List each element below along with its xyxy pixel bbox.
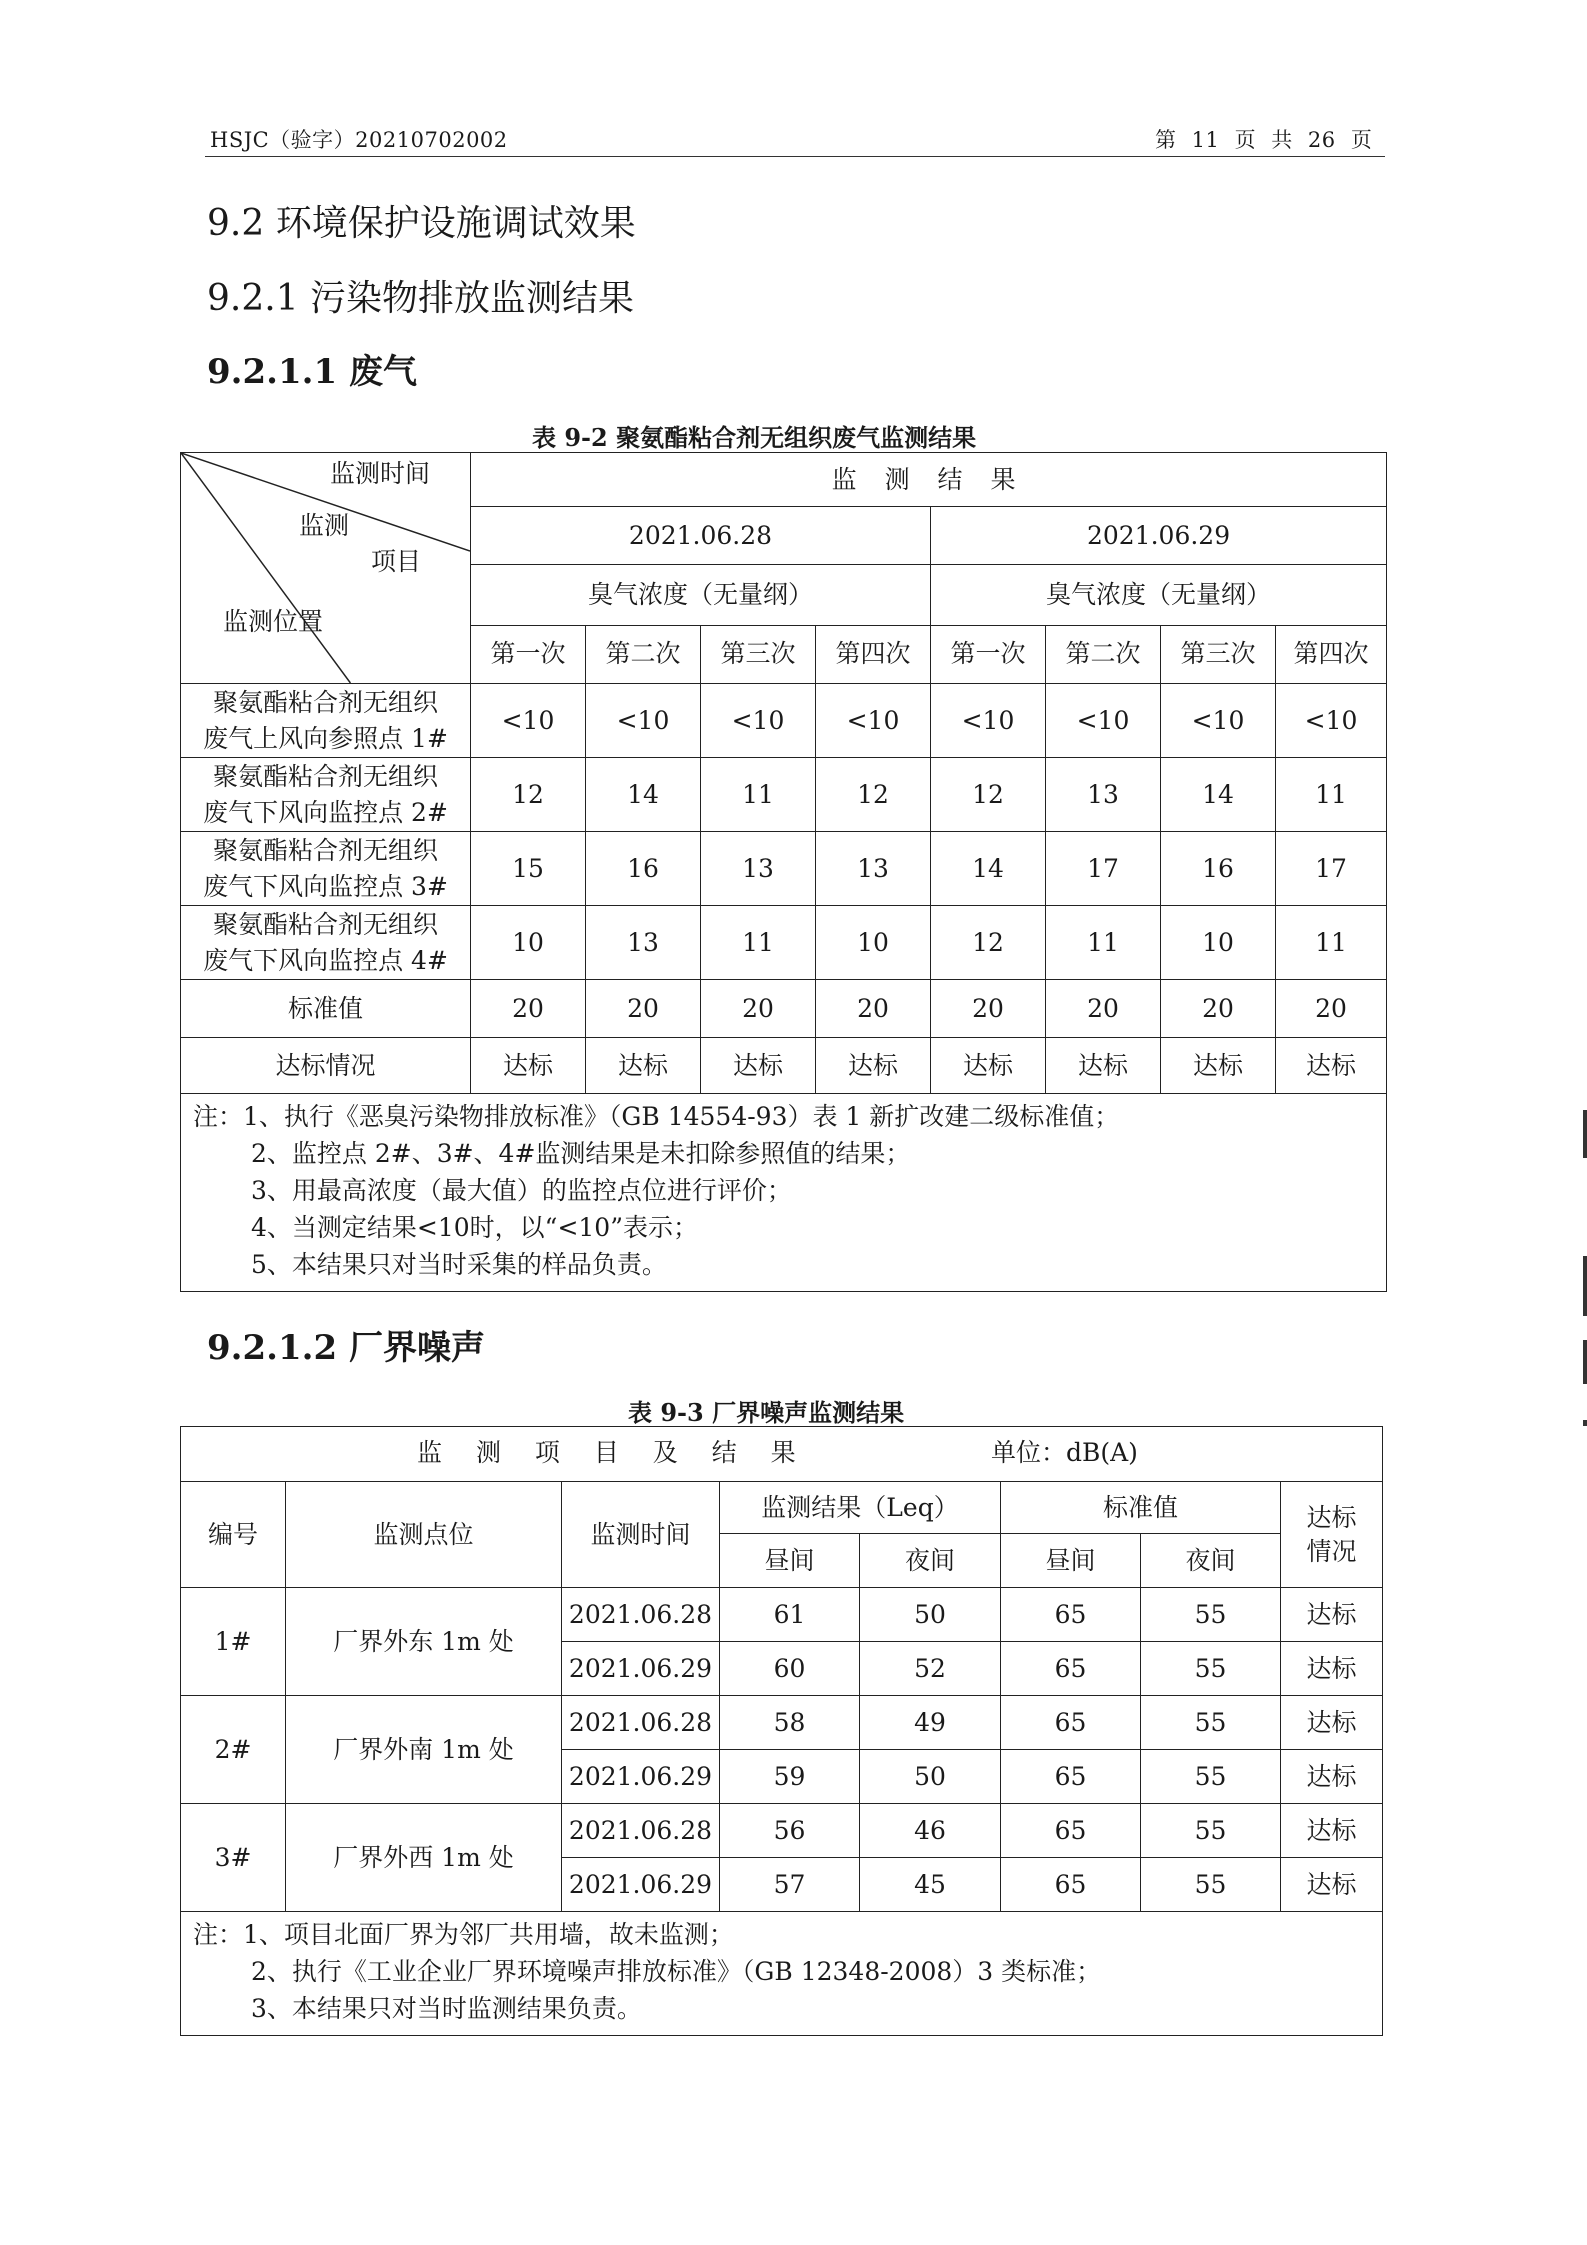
value-cell: 50 — [860, 1750, 1001, 1804]
table-notes — [181, 1912, 1383, 2036]
table-row — [181, 758, 1387, 832]
value-cell: <10 — [701, 684, 816, 758]
value-cell: 17 — [1046, 832, 1161, 906]
value-cell: 12 — [931, 758, 1046, 832]
date-cell: 2021.06.28 — [562, 1804, 720, 1858]
location-cell: 聚氨酯粘合剂无组织 废气下风向监控点 2# — [181, 758, 471, 832]
col-header-std-day: 昼间 — [1001, 1534, 1141, 1588]
note-line: 3、用最高浓度（最大值）的监控点位进行评价； — [251, 1176, 792, 1205]
col-header-day: 昼间 — [720, 1534, 860, 1588]
col-header-point: 监测点位 — [286, 1482, 562, 1588]
value-cell: 11 — [1276, 906, 1387, 980]
value-cell: 12 — [931, 906, 1046, 980]
section-heading-9-2-1-2: 9.2.1.2 厂界噪声 — [207, 1328, 485, 1368]
diagonal-header-cell — [181, 453, 471, 684]
value-cell: 55 — [1141, 1696, 1281, 1750]
noise-table-title: 监 测 项 目 及 结 果 — [417, 1438, 798, 1467]
value-cell: 57 — [720, 1858, 860, 1912]
col-header-compliance: 达标 情况 — [1281, 1482, 1383, 1588]
date-cell: 2021.06.28 — [562, 1696, 720, 1750]
point-no: 2# — [181, 1696, 286, 1804]
date-cell: 2021.06.28 — [562, 1588, 720, 1642]
date-cell: 2021.06.29 — [562, 1858, 720, 1912]
note-line: 2、监控点 2#、3#、4#监测结果是未扣除参照值的结果； — [251, 1139, 911, 1168]
value-cell: 20 — [1046, 980, 1161, 1038]
value-cell: 65 — [1001, 1588, 1141, 1642]
value-cell: 56 — [720, 1804, 860, 1858]
section-heading-9-2-1-1: 9.2.1.1 废气 — [207, 352, 417, 392]
compliance-cell: 达标 — [471, 1038, 586, 1094]
value-cell: 13 — [816, 832, 931, 906]
scan-edge-mark — [1583, 1340, 1587, 1384]
value-cell: 13 — [701, 832, 816, 906]
table-row — [181, 684, 1387, 758]
value-cell: <10 — [1276, 684, 1387, 758]
scan-edge-mark — [1583, 1420, 1587, 1426]
value-cell: 16 — [586, 832, 701, 906]
standard-row — [181, 980, 1387, 1038]
doc-code: HSJC（验字）20210702002 — [210, 128, 508, 152]
col-header-standard: 标准值 — [1001, 1482, 1281, 1534]
noise-unit: 单位：dB(A) — [991, 1438, 1138, 1467]
value-cell: 52 — [860, 1642, 1001, 1696]
value-cell: 12 — [471, 758, 586, 832]
run-header: 第四次 — [816, 625, 931, 683]
value-cell: 11 — [1276, 758, 1387, 832]
run-header: 第三次 — [701, 625, 816, 683]
point-no: 3# — [181, 1804, 286, 1912]
noise-table-title-row — [181, 1427, 1383, 1482]
col-header-night: 夜间 — [860, 1534, 1001, 1588]
compliance-cell: 达标 — [1046, 1038, 1161, 1094]
value-cell: 15 — [471, 832, 586, 906]
value-cell: <10 — [586, 684, 701, 758]
value-cell: 14 — [586, 758, 701, 832]
value-cell: 65 — [1001, 1696, 1141, 1750]
point-no: 1# — [181, 1588, 286, 1696]
diag-label-position: 监测位置 — [223, 607, 324, 636]
value-cell: 65 — [1001, 1858, 1141, 1912]
standard-label: 标准值 — [181, 980, 471, 1038]
compliance-cell: 达标 — [1281, 1696, 1383, 1750]
table-notes — [181, 1094, 1387, 1292]
run-header: 第四次 — [1276, 625, 1387, 683]
date-cell: 2021.06.29 — [562, 1642, 720, 1696]
location-cell: 聚氨酯粘合剂无组织 废气下风向监控点 3# — [181, 832, 471, 906]
compliance-cell: 达标 — [1276, 1038, 1387, 1094]
note-line: 4、当测定结果<10时，以“<10”表示； — [251, 1213, 698, 1242]
value-cell: 20 — [1161, 980, 1276, 1038]
run-header: 第三次 — [1161, 625, 1276, 683]
table-row — [181, 1804, 1383, 1858]
value-cell: 55 — [1141, 1858, 1281, 1912]
value-cell: <10 — [471, 684, 586, 758]
param-header-2: 臭气浓度（无量纲） — [931, 565, 1387, 625]
compliance-cell: 达标 — [1281, 1804, 1383, 1858]
value-cell: 11 — [1046, 906, 1161, 980]
section-heading-9-2-1: 9.2.1 污染物排放监测结果 — [207, 278, 635, 319]
value-cell: 55 — [1141, 1588, 1281, 1642]
table-caption-9-3: 表 9-3 厂界噪声监测结果 — [628, 1398, 905, 1427]
scan-edge-mark — [1583, 1110, 1587, 1158]
value-cell: 13 — [586, 906, 701, 980]
value-cell: 65 — [1001, 1804, 1141, 1858]
value-cell: 20 — [1276, 980, 1387, 1038]
exhaust-gas-table — [180, 452, 1387, 1292]
value-cell: 20 — [816, 980, 931, 1038]
value-cell: 10 — [1161, 906, 1276, 980]
col-header-result: 监测结果（Leq） — [720, 1482, 1001, 1534]
col-header-std-night: 夜间 — [1141, 1534, 1281, 1588]
compliance-row — [181, 1038, 1387, 1094]
table-row — [181, 1696, 1383, 1750]
value-cell: 16 — [1161, 832, 1276, 906]
value-cell: 10 — [816, 906, 931, 980]
value-cell: 55 — [1141, 1804, 1281, 1858]
date-header-2: 2021.06.29 — [931, 507, 1387, 565]
location-cell: 聚氨酯粘合剂无组织 废气下风向监控点 4# — [181, 906, 471, 980]
table-row — [181, 906, 1387, 980]
run-header: 第一次 — [931, 625, 1046, 683]
value-cell: 20 — [931, 980, 1046, 1038]
table-row — [181, 1588, 1383, 1642]
col-header-no: 编号 — [181, 1482, 286, 1588]
table-row — [181, 832, 1387, 906]
value-cell: 61 — [720, 1588, 860, 1642]
point-name: 厂界外东 1m 处 — [286, 1588, 562, 1696]
noise-table — [180, 1426, 1383, 2036]
value-cell: 14 — [1161, 758, 1276, 832]
table-caption-9-2: 表 9-2 聚氨酯粘合剂无组织废气监测结果 — [532, 423, 977, 452]
run-header: 第二次 — [1046, 625, 1161, 683]
value-cell: 49 — [860, 1696, 1001, 1750]
compliance-cell: 达标 — [701, 1038, 816, 1094]
value-cell: 11 — [701, 906, 816, 980]
value-cell: <10 — [1046, 684, 1161, 758]
value-cell: 55 — [1141, 1642, 1281, 1696]
compliance-cell: 达标 — [931, 1038, 1046, 1094]
note-line: 3、本结果只对当时监测结果负责。 — [251, 1994, 642, 2023]
value-cell: 65 — [1001, 1750, 1141, 1804]
col-header-time: 监测时间 — [562, 1482, 720, 1588]
result-header: 监 测 结 果 — [471, 453, 1387, 507]
scan-edge-mark — [1583, 1256, 1587, 1316]
value-cell: <10 — [816, 684, 931, 758]
run-header: 第一次 — [471, 625, 586, 683]
run-header: 第二次 — [586, 625, 701, 683]
compliance-cell: 达标 — [1281, 1642, 1383, 1696]
date-header-1: 2021.06.28 — [471, 507, 931, 565]
note-line: 2、执行《工业企业厂界环境噪声排放标准》（GB 12348-2008）3 类标准； — [251, 1957, 1102, 1986]
compliance-cell: 达标 — [816, 1038, 931, 1094]
compliance-label: 达标情况 — [181, 1038, 471, 1094]
value-cell: 12 — [816, 758, 931, 832]
header-rule — [205, 156, 1385, 157]
section-heading-9-2: 9.2 环境保护设施调试效果 — [207, 203, 636, 244]
note-line: 注：1、项目北面厂界为邻厂共用墙，故未监测； — [193, 1920, 734, 1949]
compliance-cell: 达标 — [1281, 1858, 1383, 1912]
value-cell: 65 — [1001, 1642, 1141, 1696]
value-cell: 59 — [720, 1750, 860, 1804]
compliance-cell: 达标 — [1281, 1750, 1383, 1804]
value-cell: 20 — [586, 980, 701, 1038]
point-name: 厂界外西 1m 处 — [286, 1804, 562, 1912]
value-cell: 20 — [471, 980, 586, 1038]
value-cell: 10 — [471, 906, 586, 980]
value-cell: 46 — [860, 1804, 1001, 1858]
compliance-cell: 达标 — [586, 1038, 701, 1094]
value-cell: 45 — [860, 1858, 1001, 1912]
param-header-1: 臭气浓度（无量纲） — [471, 565, 931, 625]
value-cell: 50 — [860, 1588, 1001, 1642]
note-line: 注：1、执行《恶臭污染物排放标准》（GB 14554-93）表 1 新扩改建二级标准值； — [193, 1102, 1120, 1131]
diag-label-item: 项目 — [371, 547, 422, 576]
diag-label-monitoring: 监测 — [299, 511, 350, 540]
point-name: 厂界外南 1m 处 — [286, 1696, 562, 1804]
page-number: 第 11 页 共 26 页 — [1155, 128, 1373, 152]
value-cell: 11 — [701, 758, 816, 832]
location-cell: 聚氨酯粘合剂无组织 废气上风向参照点 1# — [181, 684, 471, 758]
value-cell: 17 — [1276, 832, 1387, 906]
value-cell: 58 — [720, 1696, 860, 1750]
value-cell: 13 — [1046, 758, 1161, 832]
date-cell: 2021.06.29 — [562, 1750, 720, 1804]
value-cell: 20 — [701, 980, 816, 1038]
value-cell: <10 — [1161, 684, 1276, 758]
note-line: 5、本结果只对当时采集的样品负责。 — [251, 1250, 667, 1279]
value-cell: 55 — [1141, 1750, 1281, 1804]
value-cell: <10 — [931, 684, 1046, 758]
value-cell: 14 — [931, 832, 1046, 906]
compliance-cell: 达标 — [1161, 1038, 1276, 1094]
compliance-cell: 达标 — [1281, 1588, 1383, 1642]
value-cell: 60 — [720, 1642, 860, 1696]
diag-label-time: 监测时间 — [329, 459, 430, 488]
